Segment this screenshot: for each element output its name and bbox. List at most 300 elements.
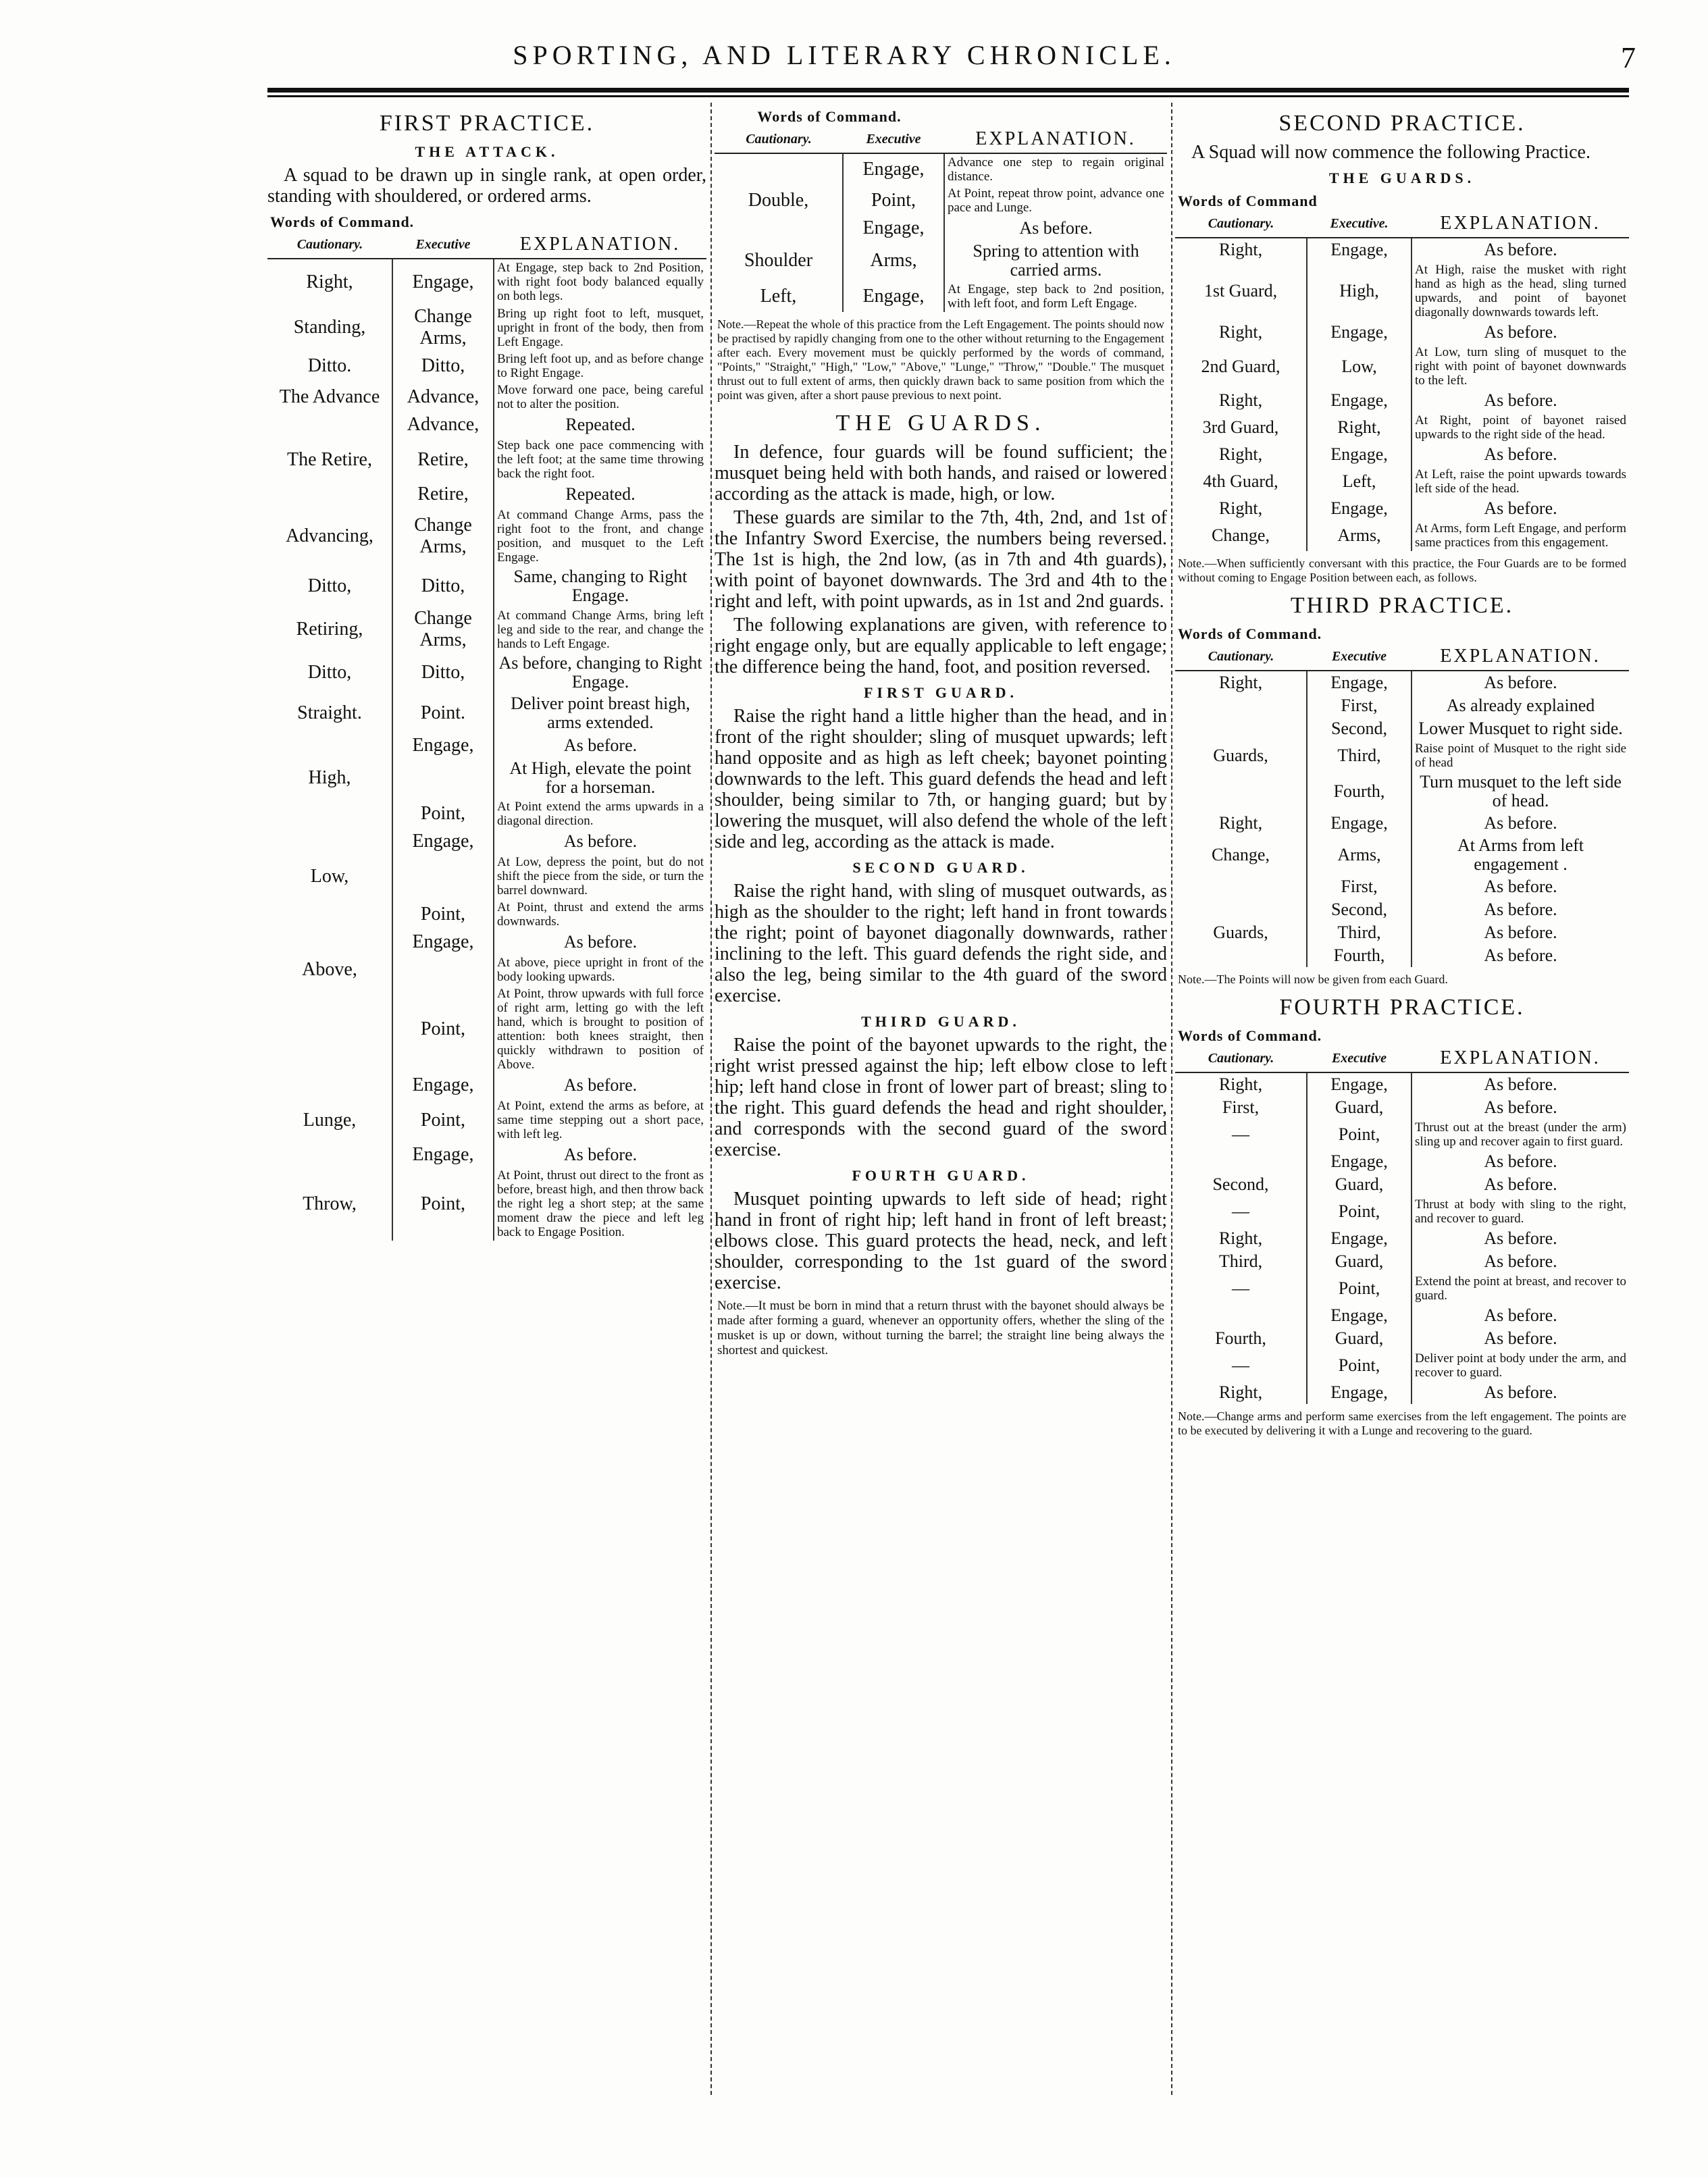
cautionary-cell: Lunge, [267, 1097, 392, 1143]
cautionary-cell [1175, 694, 1307, 717]
third-practice-title: THIRD PRACTICE. [1290, 593, 1514, 618]
first-practice-title: FIRST PRACTICE. [379, 111, 595, 136]
table-row [1175, 875, 1629, 898]
explanation-cell: As before. [1484, 498, 1557, 518]
executive-header: Executive [843, 127, 944, 153]
cautionary-cell [267, 930, 392, 954]
cautionary-cell [1175, 898, 1307, 921]
explanation-cell: As before. [1484, 1382, 1557, 1402]
continued-note: Note.—Repeat the whole of this practice from the Left Engagement. The points should now be practised by rapidly changing from one to the other without returning to the Engagement after each. Every movement must be quickly performed by the words of command, "Points," "Straight," "High," "Low," "Above," "Lunge," "Throw," "Double." The musquet thrust out to full extent of arms, then quickly drawn back to same position from which the point was given, after a short pause previous to next point. [717, 317, 1164, 402]
table-header-row [1175, 211, 1629, 238]
executive-cell: Right, [1307, 412, 1412, 443]
cautionary-cell: Right, [1175, 238, 1307, 261]
explanation-cell: As before. [1484, 390, 1557, 410]
table-row [1175, 921, 1629, 944]
executive-cell: Second, [1307, 898, 1412, 921]
table-row [1175, 1273, 1629, 1304]
cautionary-cell: Guards, [1175, 921, 1307, 944]
cautionary-header: Cautionary. [1175, 644, 1307, 671]
executive-cell: Fourth, [1307, 944, 1412, 967]
executive-cell: Engage, [1307, 1304, 1412, 1327]
table-header-row [267, 232, 706, 259]
executive-cell: Low, [1307, 344, 1412, 389]
table-row [267, 1073, 706, 1097]
cautionary-cell [267, 1143, 392, 1167]
table-row [1175, 835, 1629, 875]
first-guard-heading: FIRST GUARD. [863, 684, 1018, 701]
cautionary-cell: Second, [1175, 1173, 1307, 1196]
cautionary-cell: Ditto, [267, 566, 392, 606]
explanation-cell: As before. [1484, 322, 1557, 342]
cautionary-cell [267, 798, 392, 829]
table-row [267, 482, 706, 507]
table-row [1175, 1381, 1629, 1404]
executive-cell: Engage, [392, 259, 494, 305]
table-row [1175, 740, 1629, 771]
cautionary-cell: Change, [1175, 835, 1307, 875]
cautionary-cell: The Advance [267, 382, 392, 413]
explanation-cell: Advance one step to regain original distance. [948, 155, 1164, 184]
cautionary-cell: Advancing, [267, 507, 392, 566]
table-row [267, 606, 706, 652]
cautionary-header: Cautionary. [1175, 211, 1307, 238]
explanation-cell: At Point, throw upwards with full force of right arm, letting go with the left hand, which is brought to position of attention: both knees straight, then quickly withdrawn to position of Above. [497, 987, 704, 1072]
cautionary-cell: Right, [1175, 671, 1307, 694]
explanation-cell: As before. [1484, 444, 1557, 464]
cautionary-cell: Right, [1175, 321, 1307, 344]
executive-cell: Engage, [1307, 443, 1412, 466]
cautionary-cell: Ditto. [267, 351, 392, 382]
table-row [267, 413, 706, 437]
executive-cell: Ditto, [392, 566, 494, 606]
explanation-header: EXPLANATION. [944, 127, 1167, 153]
table-row [267, 1097, 706, 1143]
words-of-command-label: Words of Command. [1178, 625, 1322, 642]
cautionary-cell: Right, [1175, 1381, 1307, 1404]
table-row [267, 351, 706, 382]
explanation-cell: At Point, extend the arms as before, at same time stepping out a short pace, with left leg. [497, 1099, 704, 1141]
table-row [267, 733, 706, 758]
explanation-cell: At Point, repeat throw point, advance one pace and Lunge. [948, 186, 1164, 215]
explanation-cell: At Low, depress the point, but do not shift the piece from the side, or turn the barrel downward. [497, 855, 704, 898]
executive-cell: Point, [392, 899, 494, 930]
explanation-cell: As before. [563, 1075, 638, 1095]
executive-cell: Arms, [1307, 520, 1412, 551]
explanation-cell: As already explained [1446, 696, 1595, 715]
cautionary-cell: Right, [1175, 1072, 1307, 1096]
table-row [1175, 321, 1629, 344]
guards-paragraph: The following explanations are given, with reference to right engage only, but are equally applicable to left engage; the difference being the hand, foot, and position reversed. [715, 615, 1167, 677]
second-practice-note: Note.—When sufficiently conversant with this practice, the Four Guards are to be formed without coming to Engage Position between each, as follows. [1178, 556, 1626, 584]
cautionary-cell: — [1175, 1196, 1307, 1227]
table-row [267, 259, 706, 305]
second-guard-heading: SECOND GUARD. [852, 859, 1029, 876]
executive-cell: Point. [392, 693, 494, 733]
executive-cell: Engage, [843, 281, 944, 312]
guards-title: THE GUARDS. [835, 411, 1046, 436]
explanation-cell: At Low, turn sling of musquet to the right with point of bayonet downwards to the left. [1415, 345, 1626, 388]
explanation-cell: As before. [1484, 1074, 1557, 1094]
executive-cell: Point, [1307, 1350, 1412, 1381]
first-practice-command-table [267, 212, 706, 1241]
explanation-cell: Turn musquet to the left side of head. [1420, 772, 1622, 810]
executive-cell: Engage, [1307, 389, 1412, 412]
explanation-cell: As before. [1484, 877, 1557, 896]
table-row [1175, 1250, 1629, 1273]
table-row [267, 930, 706, 954]
executive-cell: Point, [392, 1167, 494, 1241]
third-guard-text: Raise the point of the bayonet upwards to the right, the right wrist pressed against the hip; left elbow close to left hip; left hand close in front of lower part of breast; sling to the right. This guard defends the head and right shoulder, and corresponds with the second guard of the sword exercise. [715, 1035, 1167, 1160]
executive-cell: Left, [1307, 466, 1412, 497]
table-row [1175, 443, 1629, 466]
explanation-cell: Deliver point breast high, arms extended. [511, 694, 690, 732]
explanation-cell: Bring up right foot to left, musquet, upright in front of the body, then from Left Engage. [497, 306, 704, 349]
cautionary-cell [1175, 1304, 1307, 1327]
executive-cell: Engage, [1307, 1072, 1412, 1096]
table-row [1175, 520, 1629, 551]
continued-command-table [715, 107, 1167, 312]
cautionary-cell: — [1175, 1350, 1307, 1381]
explanation-cell: At command Change Arms, bring left leg and side to the rear, and change the hands to Left Engage. [497, 608, 704, 651]
words-of-command-label: Words of Command. [1178, 1027, 1322, 1044]
table-row [1175, 717, 1629, 740]
explanation-cell: At Point, thrust out direct to the front as before, breast high, and then throw back the right leg a short step; at the same moment draw the piece and left leg back to Engage Position. [497, 1168, 704, 1239]
explanation-cell: At High, elevate the point for a horseman. [509, 758, 692, 797]
cautionary-header: Cautionary. [715, 127, 843, 153]
words-of-command-label: Words of Command. [757, 108, 902, 125]
executive-cell: Third, [1307, 740, 1412, 771]
executive-cell: Arms, [843, 240, 944, 281]
explanation-cell: As before. [1484, 1305, 1557, 1325]
cautionary-cell: Change, [1175, 520, 1307, 551]
explanation-cell: As before. [1019, 218, 1093, 238]
cautionary-cell [267, 733, 392, 758]
explanation-cell: As before. [1484, 923, 1557, 942]
explanation-cell: At Engage, step back to 2nd position, with left foot, and form Left Engage. [948, 282, 1164, 311]
guards-paragraph: In defence, four guards will be found sufficient; the musquet being held with both hands, and raised or lowered according as the attack is made, high, or low. [715, 442, 1167, 504]
table-row [715, 216, 1167, 240]
guards-paragraph: These guards are similar to the 7th, 4th, 2nd, and 1st of the Infantry Sword Exercise, the numbers being reversed. The 1st is high, the 2nd low, (as in 7th and 4th guards), with point of bayonet downwards. The 3rd and 4th to the right and left, with point upwards, as in 1st and 2nd guards. [715, 507, 1167, 612]
cautionary-cell: Guards, [1175, 740, 1307, 771]
cautionary-cell: Left, [715, 281, 843, 312]
explanation-cell: As before. [1484, 1174, 1557, 1194]
fourth-guard-text: Musquet pointing upwards to left side of head; right hand in front of right hip; left hand in front of left breast; elbows close. This guard protects the head, neck, and left shoulder, corresponding to the 1st guard of the sword exercise. [715, 1189, 1167, 1293]
executive-header: Executive [1307, 644, 1412, 671]
explanation-cell: Repeated. [565, 484, 636, 504]
table-row [715, 281, 1167, 312]
third-guard-heading: THIRD GUARD. [861, 1013, 1020, 1030]
fourth-practice-note: Note.—Change arms and perform same exercises from the left engagement. The points are to be executed by delivering it with a Lunge and recovering to the guard. [1178, 1409, 1626, 1437]
explanation-cell: At Arms from left engagement . [1457, 835, 1584, 874]
cautionary-cell [267, 829, 392, 854]
executive-cell: Point, [392, 1097, 494, 1143]
table-row [267, 1143, 706, 1167]
explanation-cell: As before. [1484, 900, 1557, 919]
table-row [267, 1167, 706, 1241]
table-row [267, 829, 706, 854]
table-row [1175, 1350, 1629, 1381]
executive-cell: Third, [1307, 921, 1412, 944]
header-rule-thin [267, 95, 1629, 97]
explanation-cell: At Arms, form Left Engage, and perform same practices from this engagement. [1415, 521, 1626, 550]
table-row [1175, 1096, 1629, 1119]
cautionary-cell: Fourth, [1175, 1327, 1307, 1350]
explanation-cell: Move forward one pace, being careful not to alter the position. [497, 383, 704, 411]
executive-cell: Engage, [1307, 671, 1412, 694]
fourth-guard-heading: FOURTH GUARD. [852, 1167, 1030, 1184]
executive-cell: Engage, [1307, 238, 1412, 261]
table-row [1175, 694, 1629, 717]
cautionary-cell [1175, 1150, 1307, 1173]
cautionary-cell: The Retire, [267, 437, 392, 482]
cautionary-cell: Right, [1175, 812, 1307, 835]
table-row [715, 240, 1167, 281]
column-middle [715, 103, 1167, 1364]
cautionary-cell: Straight. [267, 693, 392, 733]
explanation-header: EXPLANATION. [494, 232, 706, 259]
executive-cell: Point, [392, 798, 494, 829]
explanation-cell: Thrust out at the breast (under the arm) sling up and recover again to first guard. [1415, 1120, 1626, 1149]
explanation-cell: At Point extend the arms upwards in a diagonal direction. [497, 800, 704, 828]
executive-cell: Guard, [1307, 1173, 1412, 1196]
third-practice-note: Note.—The Points will now be given from each Guard. [1178, 973, 1448, 986]
table-row [715, 153, 1167, 185]
table-row [1175, 238, 1629, 261]
executive-header: Executive [1307, 1046, 1412, 1072]
executive-cell: Engage, [1307, 321, 1412, 344]
explanation-cell: At command Change Arms, pass the right foot to the front, and change position, and musquet to the Left Engage. [497, 508, 704, 565]
cautionary-cell: 2nd Guard, [1175, 344, 1307, 389]
cautionary-cell: Above, [267, 954, 392, 985]
table-header-row [715, 127, 1167, 153]
table-row [267, 854, 706, 899]
executive-cell: Fourth, [1307, 771, 1412, 812]
third-practice-command-table [1175, 624, 1629, 967]
explanation-cell: As before. [1484, 1251, 1557, 1271]
cautionary-cell: 1st Guard, [1175, 261, 1307, 321]
header-rule-thick [267, 88, 1629, 93]
cautionary-cell: Right, [267, 259, 392, 305]
table-row [267, 652, 706, 693]
executive-cell: Point, [843, 185, 944, 216]
table-row [1175, 671, 1629, 694]
executive-cell: Point, [1307, 1119, 1412, 1150]
table-row [1175, 898, 1629, 921]
explanation-cell: As before. [1484, 1328, 1557, 1348]
executive-cell: Guard, [1307, 1096, 1412, 1119]
explanation-cell: At High, raise the musket with right hand as high as the head, sling turned upwards, and point of bayonet diagonally downwards towards left. [1415, 263, 1626, 319]
second-practice-subtitle: THE GUARDS. [1328, 170, 1476, 186]
executive-cell: Point, [1307, 1196, 1412, 1227]
attack-subtitle: THE ATTACK. [415, 143, 559, 160]
explanation-header: EXPLANATION. [1412, 211, 1629, 238]
executive-cell: First, [1307, 875, 1412, 898]
executive-cell: Engage, [843, 153, 944, 185]
explanation-cell: At Engage, step back to 2nd Position, with right foot body balanced equally on both legs. [497, 261, 704, 303]
cautionary-cell: Shoulder [715, 240, 843, 281]
cautionary-cell: 3rd Guard, [1175, 412, 1307, 443]
explanation-cell: At Right, point of bayonet raised upwards to the right side of the head. [1415, 413, 1626, 442]
cautionary-cell: — [1175, 1273, 1307, 1304]
executive-cell: Engage, [392, 1073, 494, 1097]
cautionary-cell [715, 153, 843, 185]
executive-cell: Engage, [843, 216, 944, 240]
executive-cell: Guard, [1307, 1327, 1412, 1350]
executive-cell: Change Arms, [392, 507, 494, 566]
table-row [267, 566, 706, 606]
cautionary-cell: 4th Guard, [1175, 466, 1307, 497]
cautionary-cell: Right, [1175, 389, 1307, 412]
executive-cell: Engage, [392, 829, 494, 854]
explanation-header: EXPLANATION. [1412, 1046, 1629, 1072]
explanation-header: EXPLANATION. [1412, 644, 1629, 671]
table-row [1175, 1196, 1629, 1227]
words-of-command-label: Words of Command [1178, 192, 1318, 209]
cautionary-cell: Right, [1175, 497, 1307, 520]
second-practice-intro: A Squad will now commence the following Practice. [1191, 142, 1590, 163]
second-guard-text: Raise the right hand, with sling of musquet outwards, as high as the shoulder to the right; left hand in front towards the right; point of bayonet diagonally downwards, rather inclining to the left. This guard defends the right side, and also the leg, being similar to the 4th guard of the sword exercise. [715, 881, 1167, 1006]
table-row [267, 693, 706, 733]
executive-cell: Engage, [1307, 1150, 1412, 1173]
executive-cell: Engage, [392, 1143, 494, 1167]
explanation-cell: At Point, thrust and extend the arms downwards. [497, 900, 704, 929]
column-separator [1171, 103, 1172, 2095]
explanation-cell: Deliver point at body under the arm, and recover to guard. [1415, 1351, 1626, 1380]
first-practice-intro: A squad to be drawn up in single rank, at open order, standing with shouldered, or ordered arms. [267, 165, 706, 207]
table-row [1175, 1072, 1629, 1096]
table-row [1175, 944, 1629, 967]
cautionary-cell: — [1175, 1119, 1307, 1150]
explanation-cell: As before. [563, 932, 638, 952]
table-row [1175, 1327, 1629, 1350]
table-row [1175, 1227, 1629, 1250]
column-right [1175, 103, 1629, 1443]
executive-cell: Guard, [1307, 1250, 1412, 1273]
first-guard-text: Raise the right hand a little higher than the head, and in front of the right shoulder; sling of musquet upwards; left hand opposite and as high as left cheek; bayonet pointing downwards to the left. This guard defends the head and left shoulder, being similar to 7th, or hanging guard; but by lowering the musquet, will also defend the whole of the left side and leg, according as the attack is made. [715, 706, 1167, 852]
explanation-cell: As before. [1484, 673, 1557, 692]
cautionary-cell [1175, 875, 1307, 898]
table-header-row [1175, 644, 1629, 671]
table-row [1175, 1119, 1629, 1150]
executive-cell: Advance, [392, 413, 494, 437]
explanation-cell: As before, changing to Right Engage. [498, 653, 702, 692]
explanation-cell: As before. [563, 735, 638, 755]
table-row [267, 758, 706, 798]
cautionary-cell: Right, [1175, 1227, 1307, 1250]
guards-note: Note.—It must be born in mind that a return thrust with the bayonet should always be made after forming a guard, whenever an opportunity offers, whether the sling of the musket is up or down, without turning the barrel; the straight line being always the shortest and quickest. [717, 1299, 1164, 1357]
executive-cell [392, 758, 494, 798]
cautionary-cell: Right, [1175, 443, 1307, 466]
explanation-cell: Same, changing to Right Engage. [513, 567, 688, 605]
cautionary-cell: Throw, [267, 1167, 392, 1241]
table-row [1175, 1150, 1629, 1173]
executive-cell [392, 954, 494, 985]
explanation-cell: Thrust at body with sling to the right, and recover to guard. [1415, 1197, 1626, 1226]
executive-cell: Engage, [1307, 497, 1412, 520]
explanation-cell: As before. [1484, 813, 1557, 833]
executive-cell: High, [1307, 261, 1412, 321]
column-first-practice [267, 103, 706, 1241]
executive-cell: Engage, [392, 733, 494, 758]
words-of-command-label: Words of Command. [270, 213, 415, 230]
explanation-cell: Step back one pace commencing with the left foot; at the same time throwing back the right foot. [497, 438, 704, 481]
second-practice-command-table [1175, 191, 1629, 551]
executive-cell: Point, [392, 985, 494, 1073]
cautionary-header: Cautionary. [267, 232, 392, 259]
executive-cell: Second, [1307, 717, 1412, 740]
column-separator [710, 103, 712, 2095]
explanation-cell: Spring to attention with carried arms. [973, 241, 1139, 280]
table-row [267, 437, 706, 482]
explanation-cell: As before. [563, 831, 638, 851]
executive-cell: Engage, [1307, 1227, 1412, 1250]
explanation-cell: Raise point of Musquet to the right side of head [1415, 742, 1626, 770]
fourth-practice-title: FOURTH PRACTICE. [1279, 995, 1525, 1020]
executive-cell: Change Arms, [392, 305, 494, 351]
table-row [1175, 812, 1629, 835]
executive-cell: Retire, [392, 437, 494, 482]
table-row [267, 798, 706, 829]
explanation-cell: At above, piece upright in front of the body looking upwards. [497, 956, 704, 984]
page-number: 7 [1621, 41, 1636, 74]
cautionary-cell: Double, [715, 185, 843, 216]
table-row [1175, 389, 1629, 412]
executive-header: Executive [392, 232, 494, 259]
table-row [1175, 412, 1629, 443]
executive-cell: Engage, [1307, 1381, 1412, 1404]
table-header-row [1175, 1046, 1629, 1072]
cautionary-cell [267, 1073, 392, 1097]
table-row [267, 507, 706, 566]
explanation-cell: As before. [563, 1145, 638, 1164]
cautionary-cell [267, 482, 392, 507]
executive-cell: Ditto, [392, 652, 494, 693]
explanation-cell: Lower Musquet to right side. [1418, 719, 1623, 738]
explanation-cell: As before. [1484, 240, 1557, 259]
cautionary-cell: Low, [267, 854, 392, 899]
table-row [1175, 466, 1629, 497]
explanation-cell: Bring left foot up, and as before change to Right Engage. [497, 352, 704, 380]
running-header: SPORTING, AND LITERARY CHRONICLE. [513, 40, 1176, 70]
cautionary-cell: Third, [1175, 1250, 1307, 1273]
table-row [267, 382, 706, 413]
executive-cell: Point, [1307, 1273, 1412, 1304]
cautionary-cell: Ditto, [267, 652, 392, 693]
table-row [1175, 1304, 1629, 1327]
table-row [715, 185, 1167, 216]
table-row [267, 954, 706, 985]
cautionary-cell [1175, 771, 1307, 812]
cautionary-cell [267, 985, 392, 1073]
cautionary-header: Cautionary. [1175, 1046, 1307, 1072]
table-row [1175, 771, 1629, 812]
cautionary-cell [267, 899, 392, 930]
explanation-cell: As before. [1484, 1151, 1557, 1171]
executive-cell: Advance, [392, 382, 494, 413]
cautionary-cell: Retiring, [267, 606, 392, 652]
table-row [1175, 261, 1629, 321]
explanation-cell: At Left, raise the point upwards towards left side of the head. [1415, 467, 1626, 496]
cautionary-cell [1175, 717, 1307, 740]
table-row [267, 305, 706, 351]
cautionary-cell: Standing, [267, 305, 392, 351]
cautionary-cell: First, [1175, 1096, 1307, 1119]
executive-cell [392, 854, 494, 899]
executive-cell: First, [1307, 694, 1412, 717]
executive-cell: Ditto, [392, 351, 494, 382]
cautionary-cell [1175, 944, 1307, 967]
executive-cell: Engage, [392, 930, 494, 954]
